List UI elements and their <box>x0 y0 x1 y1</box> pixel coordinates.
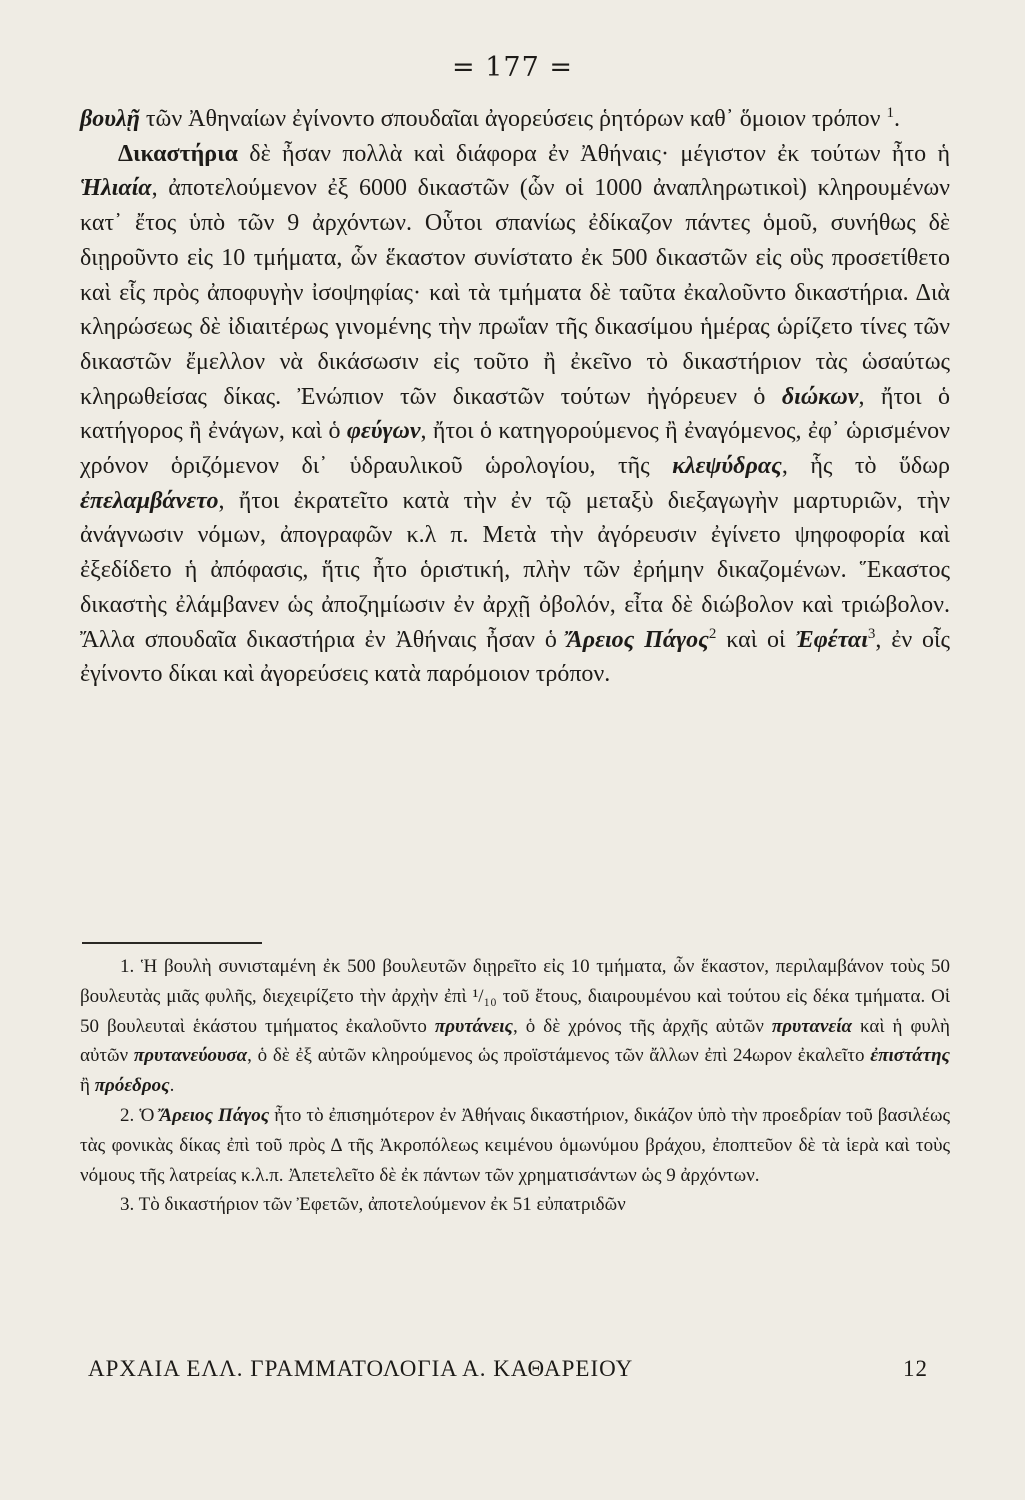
text-span: τοῦ ἔτους, διαιρουμένου καὶ τούτου εἰς δέκα τμήματα. Οἱ 50 βουλευταὶ ἑκάστου τμήματος ἐκαλοῦντο <box>80 985 950 1037</box>
text-span: ἦτο τὸ ἐπισημότερον ἐν Ἀθήναις δικαστήριον, δικάζον ὑπὸ τὴν προεδρίαν τοῦ βασιλέως τὰς φονικὰς δίκας ἐπὶ τοῦ πρὸς Δ τῆς Ἀκροπόλεως κειμένου ὁμωνύμου βράχου, ἐποπτεῦον δὲ τὰ ἱερὰ καὶ τοὺς νόμους τῆς λατρείας κ.λ.π. Ἀπετελεῖτο δὲ ἐκ πάντων τῶν χρηματισάντων ὡς 9 ἀρχόντων. <box>80 1104 951 1186</box>
footnote-label: 3. <box>120 1194 135 1216</box>
main-text <box>80 102 950 692</box>
page-footer <box>88 1356 948 1382</box>
term-klepsydra: κλεψύδρας <box>672 453 782 480</box>
text-span: , ὁ δὲ ἐξ αὐτῶν κληρούμενος ὡς προϊστάμενος τῶν ἄλλων ἐπὶ 24ωρον ἐκαλεῖτο <box>247 1045 871 1067</box>
term-feugon: φεύγων <box>346 418 421 445</box>
text-span: δὲ ἦσαν πολλὰ καὶ διάφορα ἐν Ἀθήναις· μέγιστον ἐκ τούτων ἦτο ἡ <box>237 140 950 167</box>
text-span: Ἡ βουλὴ συνισταμένη ἐκ 500 βουλευτῶν διῃρεῖτο εἰς 10 τμήματα, ὧν ἕκαστον, περιλαμβάνον τοὺς 50 βουλευτὰς μιᾶς φυλῆς, διεχειρίζετο τὴν ἀρχὴν ἐπὶ <box>80 956 950 1007</box>
text-span: καὶ οἱ <box>716 626 796 653</box>
term-boule: βουλῇ <box>80 106 140 132</box>
term-proedros: πρόεδρος <box>94 1075 170 1097</box>
term-heliaia: Ἡλιαία <box>80 175 152 202</box>
text-span: ἢ <box>80 1075 95 1097</box>
footer-signature-number: 12 <box>903 1356 928 1381</box>
fraction: ¹/₁₀ <box>472 985 497 1007</box>
paragraph-dikastiria <box>80 137 950 692</box>
term-prytaneuousa: πρυτανεύουσα <box>133 1045 248 1067</box>
term-prytaneis: πρυτάνεις <box>434 1015 513 1037</box>
footnote-label: 1. <box>120 956 135 977</box>
term-epistatis: ἐπιστάτης <box>870 1045 950 1067</box>
footnote-label: 2. <box>120 1104 135 1126</box>
term-prytaneia: πρυτανεία <box>771 1015 852 1037</box>
text-span: , ὁ δὲ χρόνος τῆς ἀρχῆς αὐτῶν <box>512 1015 772 1037</box>
footnote-divider <box>82 942 262 944</box>
footnotes <box>80 952 950 1220</box>
footnote-ref-2: 2 <box>708 625 717 642</box>
text-span: Ὁ <box>134 1104 160 1126</box>
paragraph-boule <box>80 102 950 137</box>
text-span: Τὸ δικαστήριον τῶν Ἐφετῶν, ἀποτελούμενον ἐκ 51 εὐπατριδῶν <box>134 1194 626 1216</box>
term-diokon: διώκων <box>781 383 859 410</box>
text-span: , ἧς τὸ ὕδωρ <box>781 453 950 480</box>
footnote-ref-1: 1 <box>886 105 894 121</box>
text-span: . <box>169 1075 175 1097</box>
term-areios-pagos: Ἄρειος Πάγος <box>566 626 709 653</box>
text-span: , ἤτοι ἐκρατεῖτο κατὰ τὴν ἐν τῷ μεταξὺ διεξαγωγὴν μαρτυριῶν, τὴν ἀνάγνωσιν νόμων, ἀπογραφῶν κ.λ π. Μετὰ τὴν ἀγόρευσιν ἐγίνετο ψηφοφορία καὶ ἐξεδίδετο ἡ ἀπόφασις, ἥτις ἦτο ὁριστική, πλὴν τῶν ἐρήμην δικαζομένων. Ἕκαστος δικαστὴς ἐλάμβανεν ὡς ἀποζημίωσιν ἐν ἀρχῇ ὀβολόν, εἶτα δὲ διώβολον καὶ τριώβολον. Ἄλλα σπουδαῖα δικαστήρια ἐν Ἀθήναις ἦσαν ὁ <box>80 487 950 653</box>
text-span: , ἤτοι ὁ κατήγορος ἢ ἐνάγων, καὶ ὁ <box>80 383 951 445</box>
text-span: , ἤτοι ὁ κατηγορούμενος ἢ ἐναγόμενος, ἐφ᾽ ὡρισμένον χρόνον ὁριζόμενον δι᾽ ὑδραυλικοῦ ὡρολογίου, τῆς <box>80 418 950 480</box>
text-span: , ἐν οἷς ἐγίνοντο δίκαι καὶ ἀγορεύσεις κατὰ παρόμοιον τρόπον. <box>80 626 951 688</box>
footer-book-title: ΑΡΧΑΙΑ ΕΛΛ. ΓΡΑΜΜΑΤΟΛΟΓΙΑ Α. ΚΑΘΑΡΕΙΟΥ <box>88 1356 634 1381</box>
footnote-3 <box>80 1190 950 1220</box>
page-number: = 177 = <box>452 52 573 83</box>
text-span: καὶ ἡ φυλὴ αὐτῶν <box>80 1015 950 1067</box>
term-areios-pagos-note: Ἄρειος Πάγος <box>159 1104 270 1126</box>
text-span: τῶν Ἀθηναίων ἐγίνοντο σπουδαῖαι ἀγορεύσεις ῥητόρων καθ᾽ ὅμοιον τρόπον <box>139 106 887 132</box>
footnote-1 <box>80 952 950 1101</box>
text-span: . <box>893 106 900 132</box>
footnote-ref-3: 3 <box>867 625 876 642</box>
footnote-2 <box>80 1101 950 1190</box>
text-span: , ἀποτελούμενον ἐξ 6000 δικαστῶν (ὧν οἱ 1000 ἀναπληρωτικοὶ) κληρουμένων κατ᾽ ἔτος ὑπὸ τῶν 9 ἀρχόντων. Οὗτοι σπανίως ἐδίκαζον πάντες ὁμοῦ, συνήθως δὲ διῃροῦντο εἰς 10 τμήματα, ὧν ἕκαστον συνίστατο ἐκ 500 δικαστῶν εἰς οὓς προσετίθετο καὶ εἷς πρὸς ἀποφυγὴν ἰσοψηφίας· καὶ τὰ τμήματα δὲ ταῦτα ἐκαλοῦντο δικαστήρια. Διὰ κληρώσεως δὲ ἰδιαιτέρως γινομένης τὴν πρωΐαν τῆς δικασίμου ἡμέρας ὡρίζετο τίνες τῶν δικαστῶν ἔμελλον νὰ δικάσωσιν εἰς τοῦτο ἢ ἐκεῖνο τὸ δικαστήριον τὰς ὡσαύτως κληρωθείσας δίκας. Ἐνώπιον τῶν δικαστῶν τούτων ἠγόρευεν ὁ <box>80 175 950 410</box>
term-epelamvaneto: ἐπελαμβάνετο <box>80 487 219 514</box>
term-dikastiria: Δικαστήρια <box>118 140 238 167</box>
term-efetai: Ἐφέται <box>795 626 868 653</box>
